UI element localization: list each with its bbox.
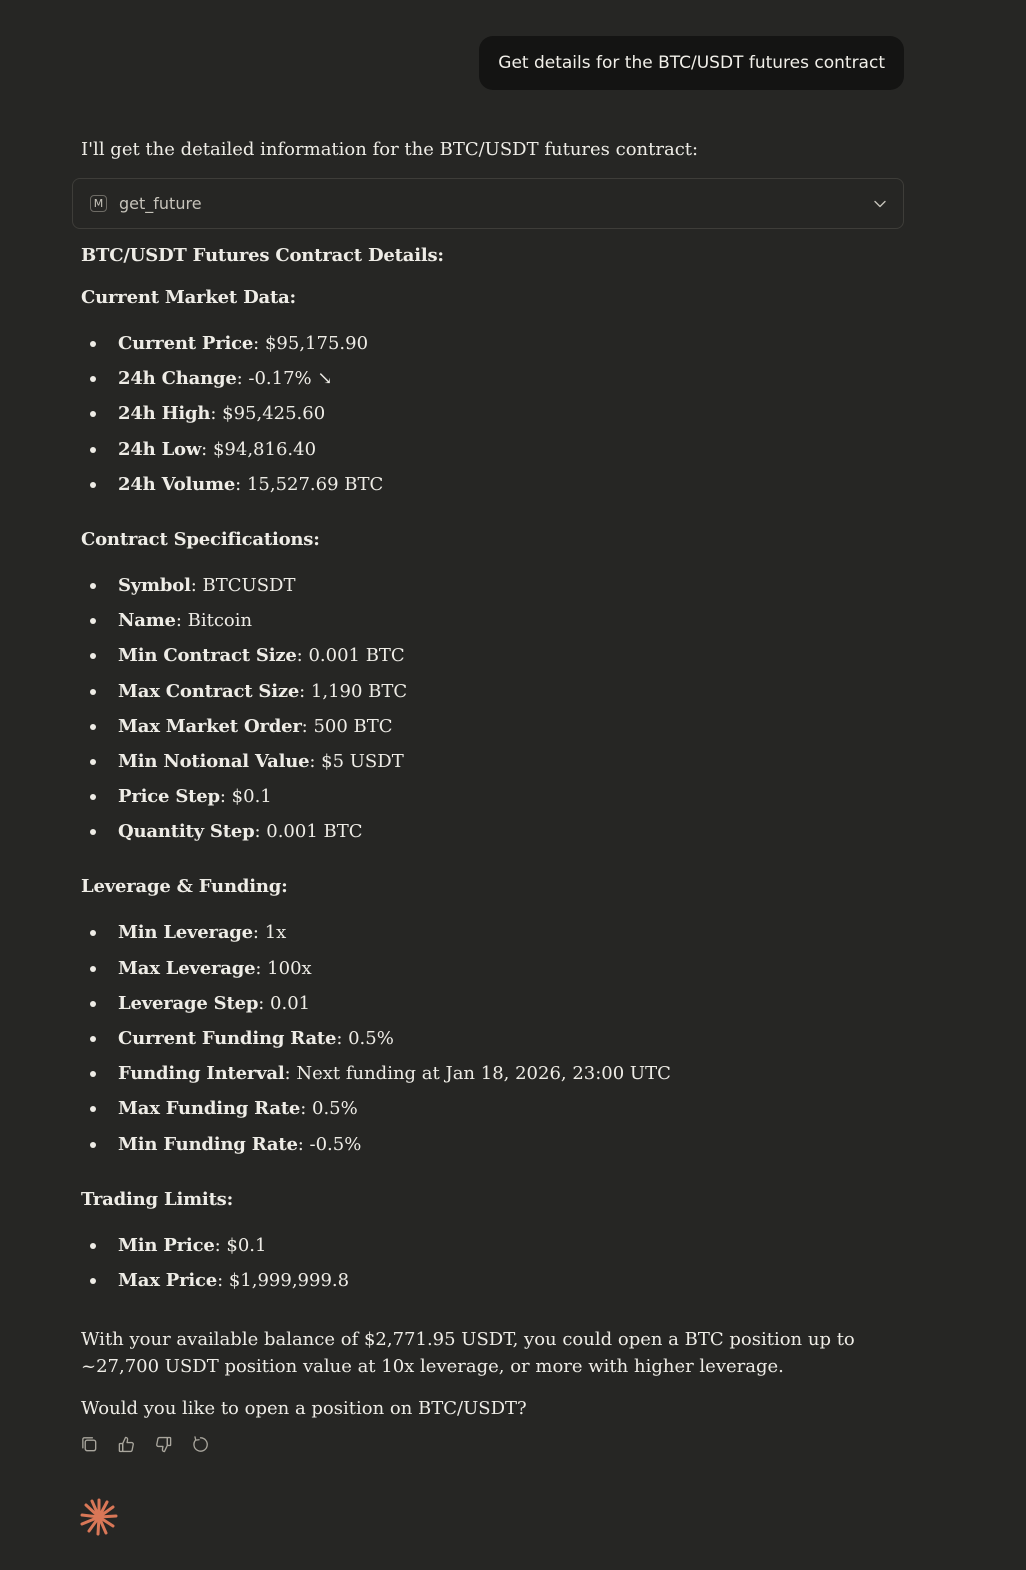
list-item: Funding Interval: Next funding at Jan 18, 2026, 23:00 UTC xyxy=(81,1056,881,1091)
copy-icon xyxy=(80,1435,99,1454)
message-actions xyxy=(80,1435,210,1454)
chevron-down-icon[interactable] xyxy=(873,197,887,211)
list-item: 24h Volume: 15,527.69 BTC xyxy=(81,467,881,502)
thumbs-up-icon xyxy=(117,1435,136,1454)
list-item: Min Funding Rate: -0.5% xyxy=(81,1127,881,1162)
thumbs-down-button[interactable] xyxy=(154,1435,173,1454)
list-item: Min Price: $0.1 xyxy=(81,1228,881,1263)
assistant-intro: I'll get the detailed information for the BTC/USDT futures contract: xyxy=(81,139,699,160)
section-heading-trading-limits: Trading Limits: xyxy=(81,1188,234,1210)
list-item: Min Contract Size: 0.001 BTC xyxy=(81,638,881,673)
user-message-text: Get details for the BTC/USDT futures contract xyxy=(498,53,885,73)
list-item: Max Leverage: 100x xyxy=(81,951,881,986)
copy-button[interactable] xyxy=(80,1435,99,1454)
list-item: Min Notional Value: $5 USDT xyxy=(81,744,881,779)
retry-icon xyxy=(191,1435,210,1454)
list-item: Quantity Step: 0.001 BTC xyxy=(81,814,881,849)
list-item: Max Funding Rate: 0.5% xyxy=(81,1091,881,1126)
retry-button[interactable] xyxy=(191,1435,210,1454)
section-heading-market-data: Current Market Data: xyxy=(81,287,296,308)
list-item: 24h High: $95,425.60 xyxy=(81,396,881,431)
list-item: Max Contract Size: 1,190 BTC xyxy=(81,674,881,709)
mcp-badge-icon: M xyxy=(90,195,107,212)
tool-call-toggle[interactable] xyxy=(72,178,904,229)
section-heading-contract-specs: Contract Specifications: xyxy=(81,528,320,550)
list-leverage-funding xyxy=(81,915,881,1161)
response-title: BTC/USDT Futures Contract Details: xyxy=(81,245,444,266)
list-item: Current Price: $95,175.90 xyxy=(81,326,881,361)
list-market-data xyxy=(81,326,881,502)
assistant-response xyxy=(81,240,881,1422)
balance-paragraph: With your available balance of $2,771.95 USDT, you could open a BTC position up to ~27,700 USDT position value at 10x leverage, or more with higher leverage. xyxy=(81,1329,855,1378)
thumbs-up-button[interactable] xyxy=(117,1435,136,1454)
list-trading-limits xyxy=(81,1228,881,1298)
tool-call-name: get_future xyxy=(119,194,202,213)
user-message-bubble xyxy=(479,36,904,90)
list-item: Max Market Order: 500 BTC xyxy=(81,709,881,744)
list-item: Leverage Step: 0.01 xyxy=(81,986,881,1021)
list-item: Price Step: $0.1 xyxy=(81,779,881,814)
list-item: Max Price: $1,999,999.8 xyxy=(81,1263,881,1298)
list-item: Name: Bitcoin xyxy=(81,603,881,638)
list-item: 24h Low: $94,816.40 xyxy=(81,432,881,467)
list-item: Symbol: BTCUSDT xyxy=(81,568,881,603)
claude-spark-icon xyxy=(79,1497,119,1537)
section-heading-leverage-funding: Leverage & Funding: xyxy=(81,876,288,898)
thumbs-down-icon xyxy=(154,1435,173,1454)
list-item: Current Funding Rate: 0.5% xyxy=(81,1021,881,1056)
list-contract-specs xyxy=(81,568,881,850)
list-item: 24h Change: -0.17% ↘ xyxy=(81,361,881,396)
followup-question: Would you like to open a position on BTC/USDT? xyxy=(81,1398,527,1420)
list-item: Min Leverage: 1x xyxy=(81,915,881,950)
